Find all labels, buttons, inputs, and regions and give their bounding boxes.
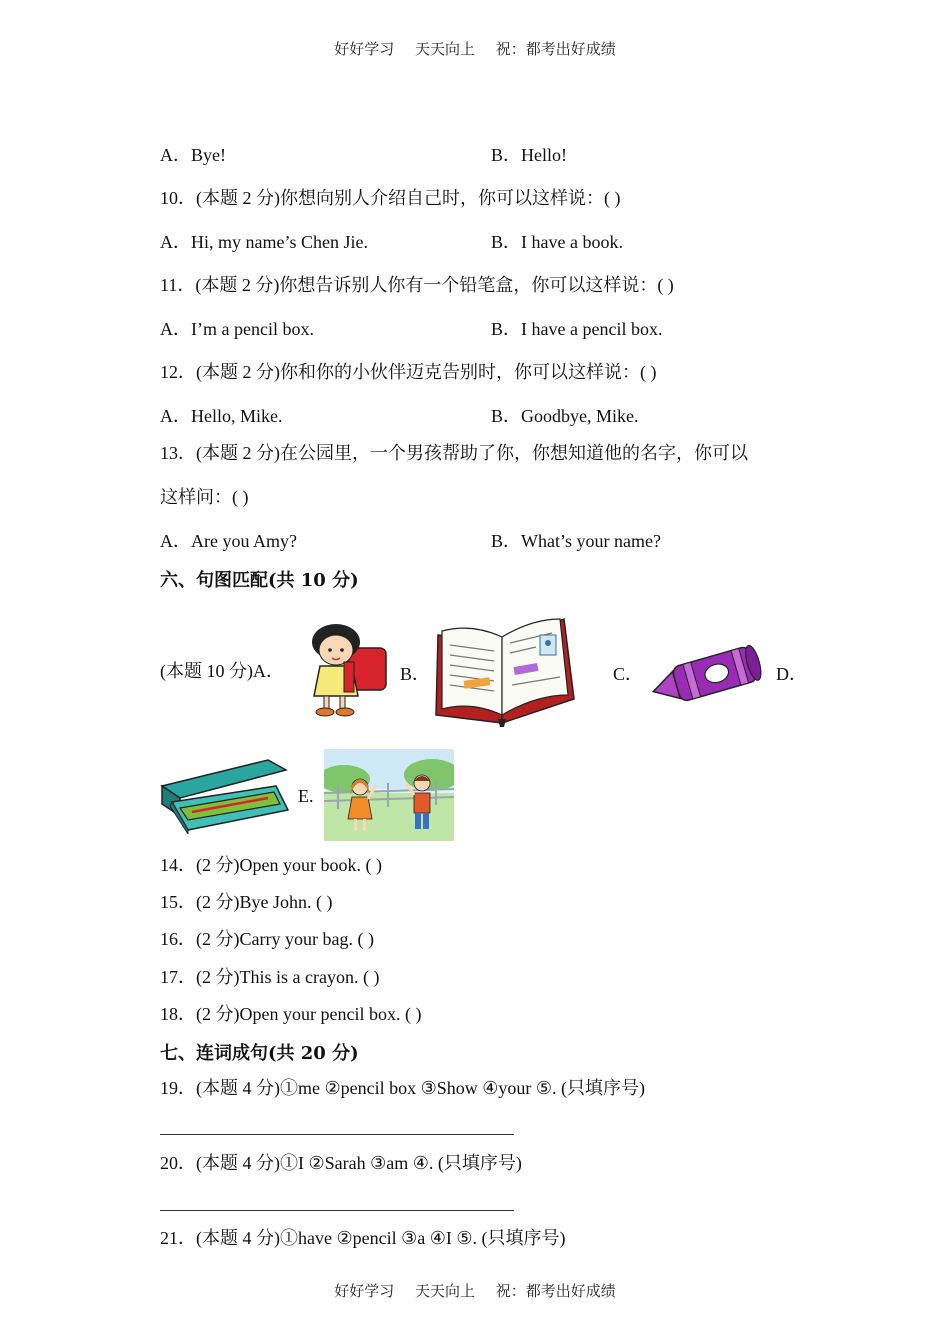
q10-option-a: A．Hi, my name’s Chen Jie. (160, 232, 368, 252)
q21: 21．(本题 4 分)①have ②pencil ③a ④I ⑤. (只填序号) (160, 1228, 566, 1248)
footer-text-1: 好好学习 (334, 1282, 395, 1300)
q15: 15．(2 分)Bye John. ( ) (160, 892, 333, 912)
footer-text-2: 天天向上 (414, 1282, 475, 1300)
picture-label-b: B． (400, 664, 431, 684)
q12-stem: 12．(本题 2 分)你和你的小伙伴迈克告别时，你可以这样说：( ) (160, 362, 657, 382)
header-text-2: 天天向上 (414, 40, 475, 58)
header-text-3: 祝：都考出好成绩 (495, 40, 616, 58)
q13-option-b: B．What’s your name? (491, 531, 661, 551)
open-book-image (432, 615, 576, 729)
footer-text-3: 祝：都考出好成绩 (495, 1282, 616, 1300)
header-text-1: 好好学习 (334, 40, 395, 58)
q19-answer-line (160, 1134, 514, 1135)
picture-label-d: D． (776, 664, 807, 684)
q17: 17．(2 分)This is a crayon. ( ) (160, 967, 380, 987)
q14: 14．(2 分)Open your book. ( ) (160, 855, 382, 875)
girl-with-schoolbag-image (300, 622, 392, 718)
picture-label-c: C． (613, 664, 644, 684)
q13-stem-line1: 13．(本题 2 分)在公园里，一个男孩帮助了你，你想知道他的名字，你可以 (160, 443, 748, 463)
q13-stem-line2: 这样问：( ) (160, 487, 249, 507)
q13-option-a: A．Are you Amy? (160, 531, 297, 551)
q16: 16．(2 分)Carry your bag. ( ) (160, 929, 374, 949)
q9-option-b: B．Hello! (491, 145, 567, 165)
pencil-box-image (158, 756, 290, 834)
q12-option-a: A．Hello, Mike. (160, 406, 283, 426)
q11-option-a: A．I’m a pencil box. (160, 319, 314, 339)
page-footer (0, 1280, 950, 1301)
section-7-title: 七、连词成句(共 20 分) (160, 1043, 359, 1064)
q20-answer-line (160, 1210, 514, 1211)
q20: 20．(本题 4 分)①I ②Sarah ③am ④. (只填序号) (160, 1153, 522, 1173)
page-header (0, 38, 950, 59)
section-6-prefix: (本题 10 分)A． (160, 661, 284, 681)
q19: 19．(本题 4 分)①me ②pencil box ③Show ④your ⑤. (只填序号) (160, 1078, 645, 1098)
q18: 18．(2 分)Open your pencil box. ( ) (160, 1004, 422, 1024)
purple-crayon-image (646, 636, 768, 708)
picture-label-e: E. (298, 786, 314, 806)
q11-stem: 11．(本题 2 分)你想告诉别人你有一个铅笔盒，你可以这样说：( ) (160, 275, 674, 295)
children-waving-goodbye-image (324, 749, 454, 841)
section-6-title: 六、句图匹配(共 10 分) (160, 570, 359, 591)
q9-option-a: A．Bye! (160, 145, 226, 165)
q11-option-b: B．I have a pencil box. (491, 319, 663, 339)
q10-stem: 10．(本题 2 分)你想向别人介绍自己时，你可以这样说：( ) (160, 188, 621, 208)
q12-option-b: B．Goodbye, Mike. (491, 406, 639, 426)
q10-option-b: B．I have a book. (491, 232, 623, 252)
